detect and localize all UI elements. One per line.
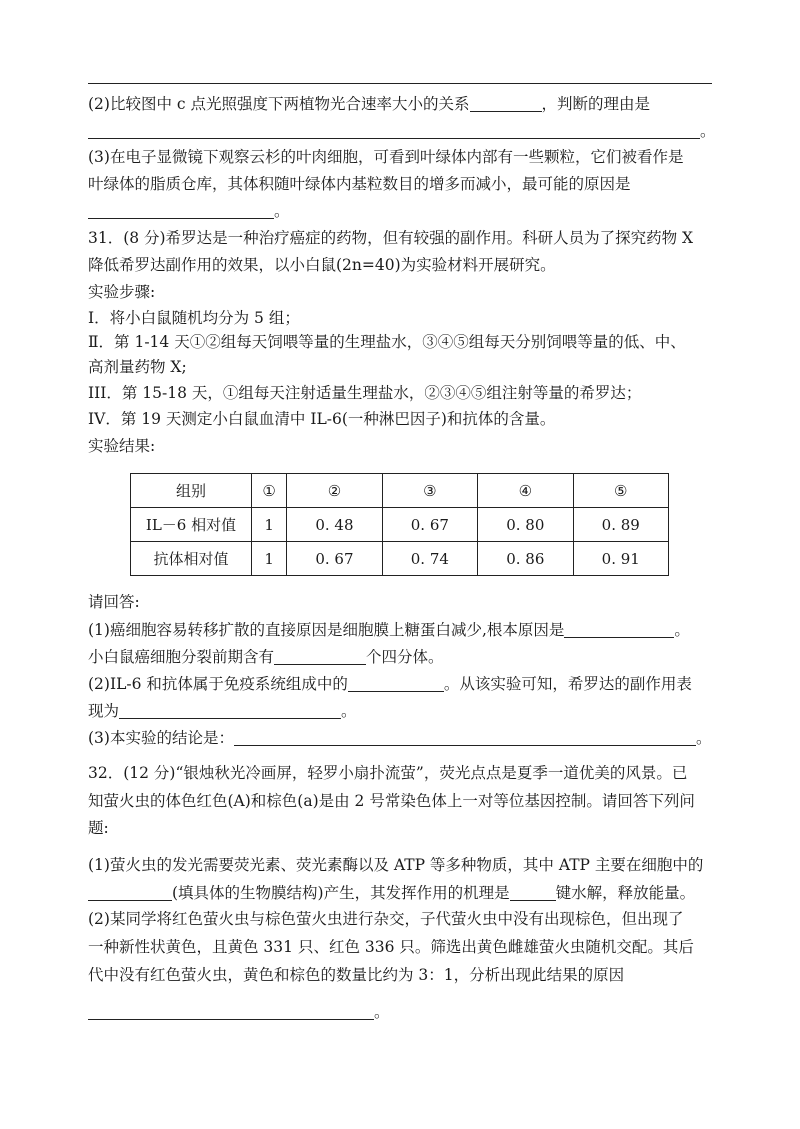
answer-blank[interactable]	[88, 202, 274, 219]
table-cell: 0. 48	[287, 508, 382, 542]
q31-step2-line1: Ⅱ．第 1-14 天①②组每天饲喂等量的生理盐水，③④⑤组每天分别饲喂等量的低、中、	[88, 333, 686, 351]
q31-step4: IV．第 19 天测定小白鼠血清中 IL-6(一种淋巴因子)和抗体的含量。	[88, 410, 556, 428]
header-rule	[88, 83, 712, 84]
q32-intro-line2: 知萤火虫的体色红色(A)和棕色(a)是由 2 号常染色体上一对等位基因控制。请回答下列问	[88, 792, 695, 810]
table-cell: 1	[252, 542, 287, 576]
results-table	[130, 473, 669, 576]
answer-blank[interactable]	[274, 648, 366, 665]
answer-blank[interactable]	[348, 675, 444, 692]
table-cell: ⑤	[573, 474, 668, 508]
q31-step1: I．将小白鼠随机均分为 5 组；	[88, 309, 300, 327]
q30-part3-line1: (3)在电子显微镜下观察云杉的叶肉细胞，可看到叶绿体内部有一些颗粒，它们被看作是	[88, 148, 684, 166]
answer-blank[interactable]	[88, 884, 172, 901]
q31-answer1-line2: 小白鼠癌细胞分裂前期含有 个四分体。	[88, 648, 444, 666]
q32-answer2-line2: 一种新性状黄色，且黄色 331 只、红色 336 只。筛选出黄色雌雄萤火虫随机交配。其后	[88, 938, 694, 956]
table-cell: ③	[382, 474, 477, 508]
answer-blank[interactable]	[88, 122, 700, 139]
q31-results-title: 实验结果:	[88, 437, 156, 455]
table-cell: 0. 86	[478, 542, 573, 576]
q31-intro-line1: 31．(8 分)希罗达是一种治疗癌症的药物，但有较强的副作用。科研人员为了探究药物 X	[88, 229, 694, 247]
q32-answer2-line1: (2)某同学将红色萤火虫与棕色萤火虫进行杂交，子代萤火虫中没有出现棕色，但出现了	[88, 910, 684, 928]
q32-intro-line1: 32．(12 分)“银烛秋光冷画屏，轻罗小扇扑流萤”，荧光点点是夏季一道优美的风景。已	[88, 764, 688, 782]
table-cell: 0. 89	[573, 508, 668, 542]
table-row	[131, 542, 669, 576]
q31-step3: III．第 15-18 天，①组每天注射适量生理盐水，②③④⑤组注射等量的希罗达；	[88, 384, 642, 402]
table-row	[131, 508, 669, 542]
table-cell: 0. 74	[382, 542, 477, 576]
table-cell: 0. 80	[478, 508, 573, 542]
q32-answer2-answer-line: 。	[88, 1002, 390, 1022]
q30-part3-line2: 叶绿体的脂质仓库，其体积随叶绿体内基粒数目的增多而减小，最可能的原因是	[88, 175, 631, 193]
table-cell: ④	[478, 474, 573, 508]
q32-answer1-line2: (填具体的生物膜结构)产生，其发挥作用的机理是 键水解，释放能量。	[88, 883, 695, 903]
q31-answer2-line1: (2)IL-6 和抗体属于免疫系统组成中的 。从该实验可知，希罗达的副作用表	[88, 675, 692, 693]
q32-answer1-line1: (1)萤火虫的发光需要荧光素、荧光素酶以及 ATP 等多种物质，其中 ATP 主要在细胞中的	[88, 856, 704, 874]
table-cell: 组别	[131, 474, 252, 508]
table-cell: 1	[252, 508, 287, 542]
q30-part2-answer-line: 。	[88, 121, 716, 141]
table-cell: 0. 67	[382, 508, 477, 542]
q32-intro-line3: 题:	[88, 819, 109, 837]
q30-part2: (2)比较图中 c 点光照强度下两植物光合速率大小的关系 ，判断的理由是	[88, 95, 651, 113]
q31-answer3: (3)本实验的结论是： 。	[88, 729, 712, 747]
answer-blank[interactable]	[510, 884, 556, 901]
q31-answer1-line1: (1)癌细胞容易转移扩散的直接原因是细胞膜上糖蛋白减少,根本原因是 。	[88, 621, 690, 639]
answer-blank[interactable]	[564, 621, 674, 638]
table-cell: IL－6 相对值	[131, 508, 252, 542]
answer-blank[interactable]	[234, 729, 696, 746]
q30-part3-answer-line: 。	[88, 201, 290, 221]
table-cell: 抗体相对值	[131, 542, 252, 576]
table-header-row	[131, 474, 669, 508]
answer-blank[interactable]	[88, 1003, 374, 1020]
table-cell: ①	[252, 474, 287, 508]
table-cell: ②	[287, 474, 382, 508]
q31-answer-title: 请回答:	[88, 593, 140, 611]
q32-answer2-line3: 代中没有红色萤火虫，黄色和棕色的数量比约为 3：1，分析出现此结果的原因	[88, 966, 625, 984]
answer-blank[interactable]	[119, 702, 341, 719]
q31-answer2-line2: 现为 。	[88, 702, 357, 720]
table-cell: 0. 67	[287, 542, 382, 576]
table-cell: 0. 91	[573, 542, 668, 576]
q31-intro-line2: 降低希罗达副作用的效果，以小白鼠(2n=40)为实验材料开展研究。	[88, 256, 556, 274]
q31-step2-line2: 高剂量药物 X;	[88, 358, 187, 376]
q31-steps-title: 实验步骤:	[88, 283, 156, 301]
answer-blank[interactable]	[470, 95, 542, 112]
